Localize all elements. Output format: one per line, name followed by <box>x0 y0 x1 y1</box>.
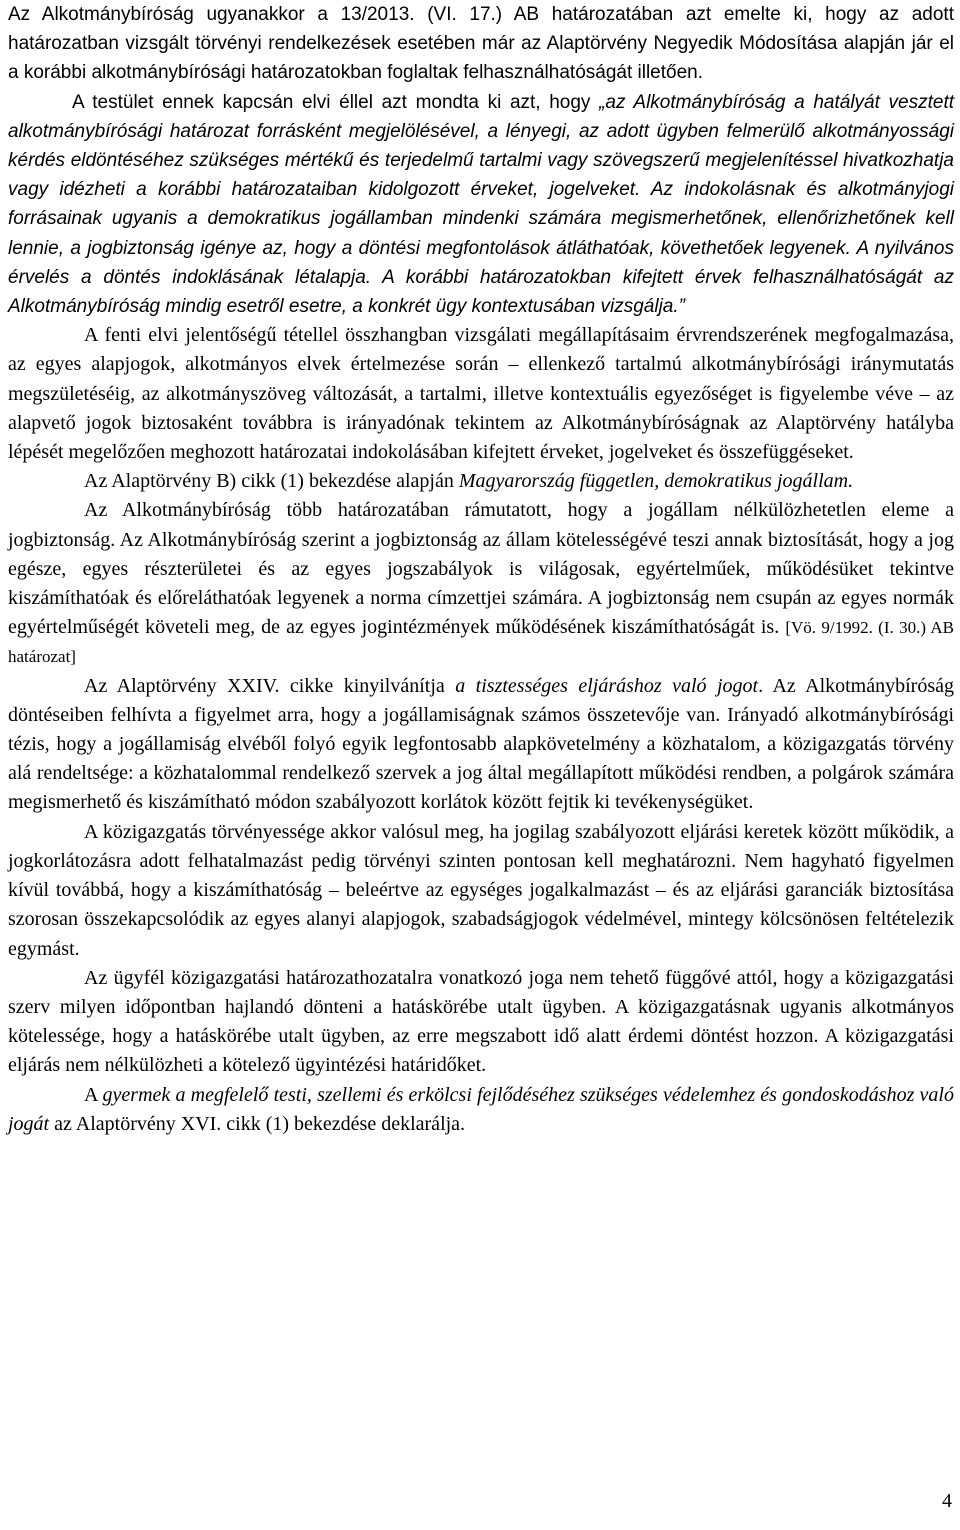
page-number: 4 <box>942 1490 952 1512</box>
fair-procedure-right: a tisztességes eljáráshoz való jogot <box>455 674 759 697</box>
constitution-quote-b: Magyarország független, demokratikus jogállam. <box>458 470 854 493</box>
paragraph-8: Az ügyfél közigazgatási határozathozatalra vonatkozó joga nem tehető függővé attól, hogy a közigazgatási szerv milyen időpontban hajlandó dönteni a hatáskörébe utalt ügyben. A közigazgatásnak ugyanis alkotmányos kötelessége, hogy a hatáskörébe utalt ügyben, az erre megszabott idő alatt érdemi döntést hozzon. A közigazgatási eljárás nem nélkülözheti a kötelező ügyintézési határidőket. <box>8 966 954 1077</box>
paragraph-2 <box>8 88 954 322</box>
paragraph-9: A gyermek a megfelelő testi, szellemi és erkölcsi fejlődéséhez szükséges védelemhez és gondoskodáshoz való jogát az Alaptörvény XVI. cikk (1) bekezdése deklarálja. <box>8 1083 954 1135</box>
citation: [Vö. 9/1992. (I. 30.) AB határozat] <box>8 618 954 667</box>
paragraph-1: Az Alkotmánybíróság ugyanakkor a 13/2013. (VI. 17.) AB határozatában azt emelte ki, hogy az adott határozatban vizsgált törvényi rendelkezések esetében már az Alaptörvény Negyedik Módosítása alapján jár el a korábbi alkotmánybírósági határozatokban foglaltak felhasználhatóságát illetően. <box>8 4 954 84</box>
paragraph-2-intro: A testület ennek kapcsán elvi éllel azt mondta ki azt, hogy <box>72 91 600 113</box>
document-body <box>8 0 954 1139</box>
paragraph-4: Az Alaptörvény B) cikk (1) bekezdése alapján Magyarország független, demokratikus jogállam. <box>84 470 854 493</box>
paragraph-7: A közigazgatás törvényessége akkor valósul meg, ha jogilag szabályozott eljárási keretek között működik, a jogkorlátozásra adott felhatalmazást pedig törvényi szinten pontosan kell meghatározni. Nem hagyható figyelmen kívül továbbá, hogy a kiszámíthatóság – beleértve az egységes jogalkalmazást – és az eljárási garanciák biztosítása szorosan összekapcsolódik az egyes alanyi alapjogok, szabadságjogok védelmével, mintegy kölcsönösen feltételezik egymást. <box>8 820 954 960</box>
paragraph-6: Az Alaptörvény XXIV. cikke kinyilvánítja a tisztességes eljáráshoz való jogot. Az Alkotmánybíróság döntéseiben felhívta a figyelmet arra, hogy a jogállamiságnak számos összetevője van. Irányadó alkotmánybírósági tézis, hogy a jogállamiság elvéből folyó egyik legfontosabb alapkövetelmény a közhatalom, a közigazgatás törvény alá rendeltsége: a közhatalommal rendelkező szervek a jog által megállapított működési rendben, a polgárok számára megismerhető és kiszámítható módon szabályozott korlátok között fejtik ki tevékenységüket. <box>8 674 954 814</box>
child-rights-quote: gyermek a megfelelő testi, szellemi és erkölcsi fejlődéséhez szükséges védelemhez és gondoskodáshoz való jogát <box>8 1083 954 1135</box>
paragraph-3: A fenti elvi jelentőségű tétellel összhangban vizsgálati megállapításaim érvrendszerének megfogalmazása, az egyes alapjogok, alkotmányos elvek értelmezése során – ellenkező tartalmú alkotmánybírósági iránymutatás megszületéséig, az alkotmányszöveg változását, a tartalmi, illetve kontextuális egyezőséget is figyelembe véve – az alapvető jogok biztosaként továbbra is irányadónak tekintem az Alkotmánybíróságnak az Alaptörvény hatályba lépését megelőzően meghozott határozatai indokolásában kifejtett érveket, jogelveket és összefüggéseket. <box>8 324 954 464</box>
paragraph-5: Az Alkotmánybíróság több határozatában rámutatott, hogy a jogállam nélkülözhetetlen eleme a jogbiztonság. Az Alkotmánybíróság szerint a jogbiztonság az állam kötelességévé teszi annak biztosítását, hogy a jog egésze, egyes részterületei és az egyes jogszabályok is világosak, egyértelműek, működésüket tekintve kiszámíthatóak és előreláthatóak legyenek a norma címzettjei számára. A jogbiztonság nem csupán az egyes normák egyértelműségét követeli meg, de az egyes jogintézmények működésének kiszámíthatóságát is. [Vö. 9/1992. (I. 30.) AB határozat] <box>8 499 954 667</box>
court-quote: „az Alkotmánybíróság a hatályát vesztett alkotmánybírósági határozat forrásként megjelölésével, a lényegi, az adott ügyben felmerülő alkotmányossági kérdés eldöntéséhez szükséges mértékű és terjedelmű tartalmi vagy szövegszerű megjelenítéssel hivatkozhatja vagy idézheti a korábbi határozataiban kidolgozott érveket, jogelveket. Az indokolásnak és alkotmányjogi forrásainak ugyanis a demokratikus jogállamban mindenki számára megismerhetőnek, ellenőrizhetőnek kell lennie, a jogbiztonság igénye az, hogy a döntési megfontolások átláthatóak, követhetőek legyenek. A nyilvános érvelés a döntés indoklásának létalapja. A korábbi határozatokban kifejtett érvek felhasználhatóságát az Alkotmánybíróság mindig esetről esetre, a konkrét ügy kontextusában vizsgálja.” <box>8 91 954 318</box>
